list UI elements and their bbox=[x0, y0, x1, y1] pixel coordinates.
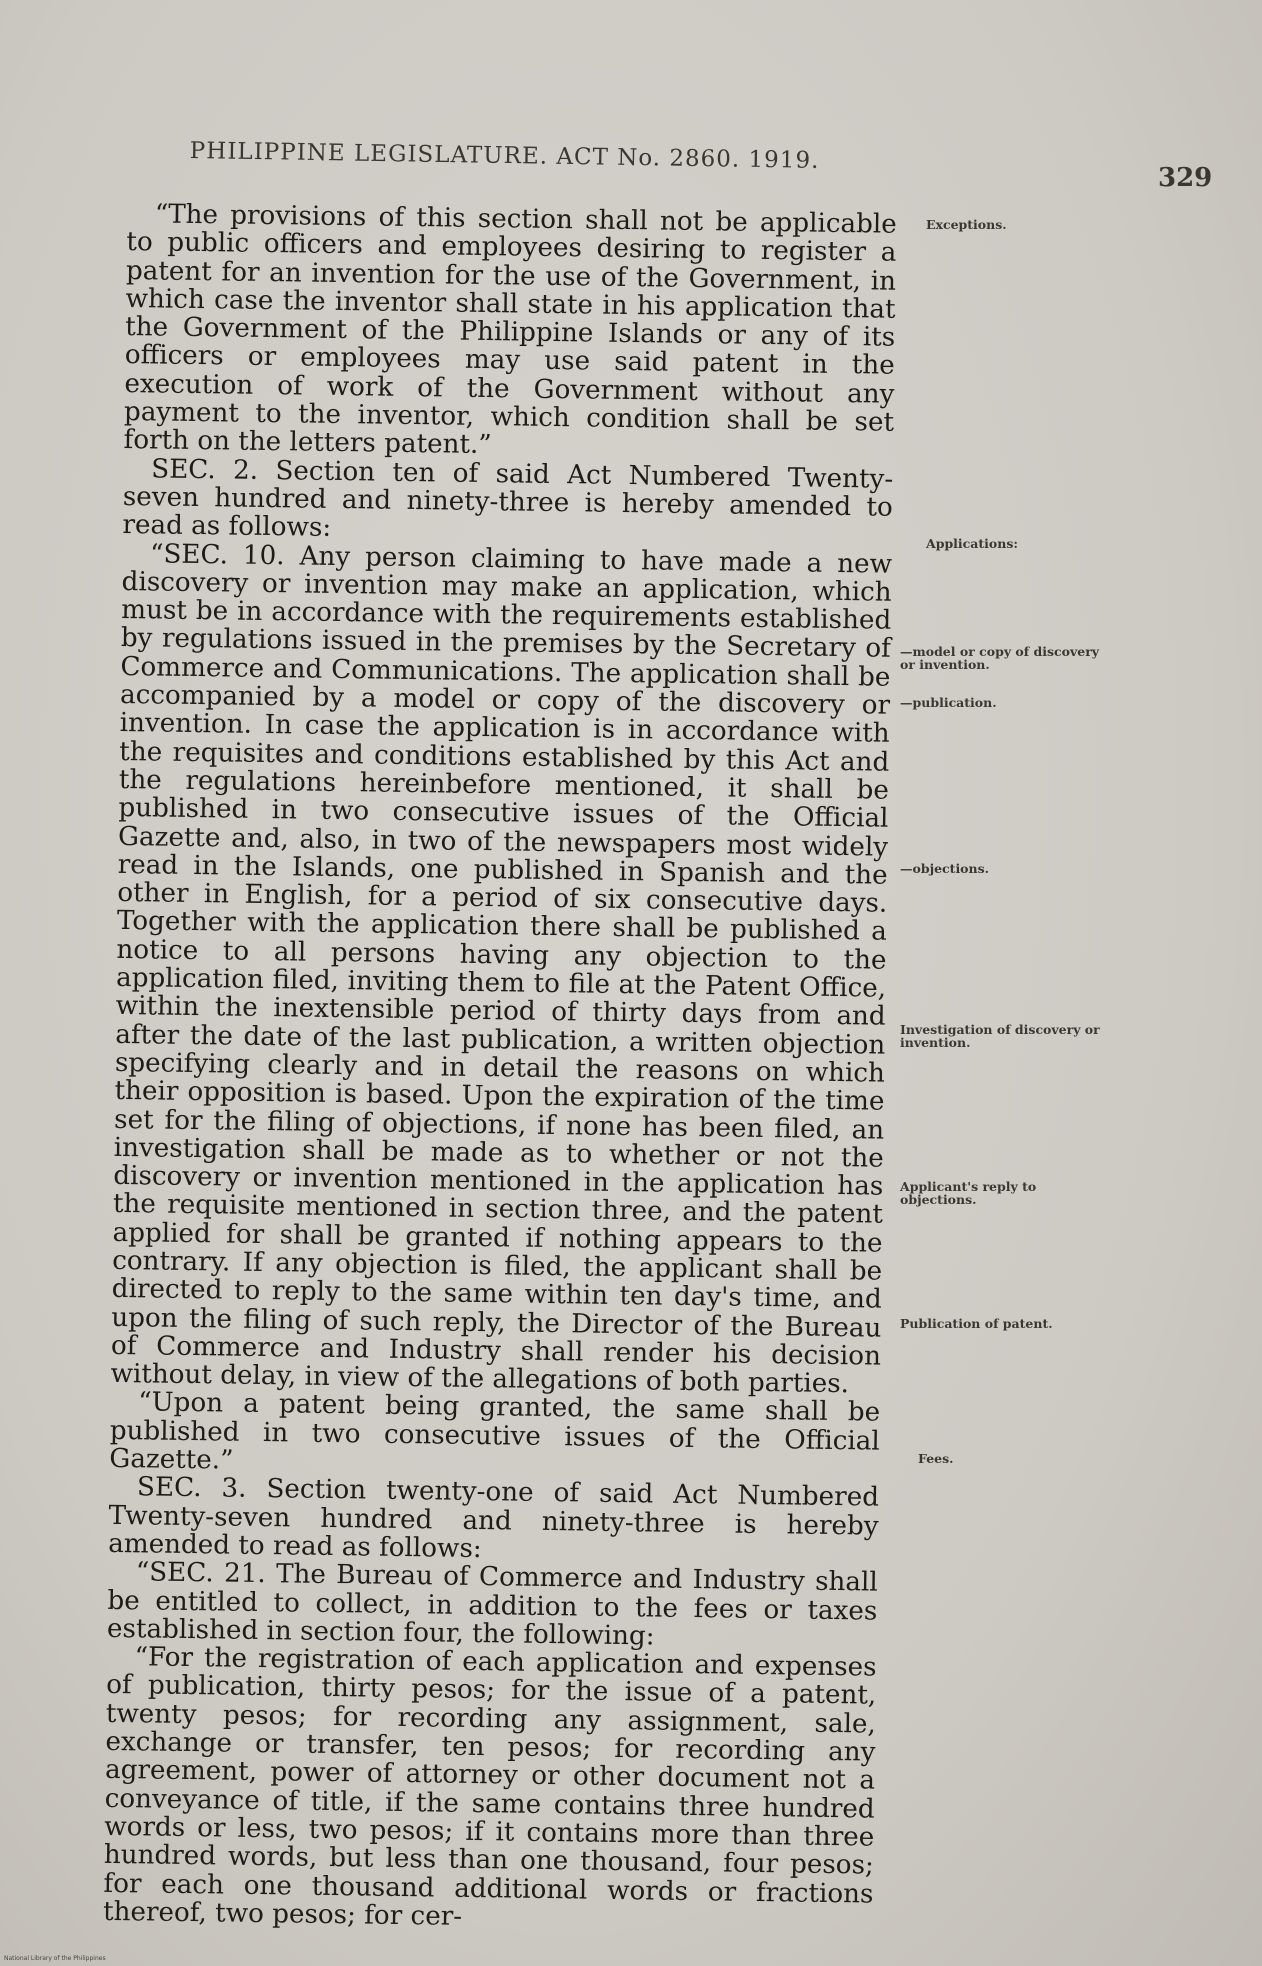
margin-note-applications: Applications: bbox=[926, 536, 1018, 551]
margin-note-exceptions: Exceptions. bbox=[926, 217, 1007, 232]
margin-note-model: —model or copy of discovery or invention. bbox=[900, 644, 1100, 672]
paragraph: “SEC. 10. Any person claiming to have made a new discovery or invention may make an application, which must be in accordance with the requirements established by regulations issued in the premises by the Secretary of Commerce and Communications. The application shall be accompanied by a model or copy of the discovery or invention. In case the application is in accordance with the requisites and conditions established by this Act and the regulations hereinbefore mentioned, it shall be published in two consecutive issues of the Official Gazette and, also, in two of the newspapers most widely read in the Islands, one published in Spanish and the other in English, for a period of six consecutive days. Together with the application there shall be published a notice to all persons having any objection to the application filed, inviting them to file at the Patent Office, within the inextensible period of thirty days from and after the date of the last publication, a written objection specifying clearly and in detail the reasons on which their opposition is based. Upon the expiration of the time set for the filing of objections, if none has been filed, an investigation shall be made as to whether or not the discovery or invention mentioned in the application has the requisite mentioned in section three, and the patent applied for shall be granted if nothing appears to the contrary. If any objection is filed, the applicant shall be directed to reply to the same within ten day's time, and upon the filing of such reply, the Director of the Bureau of Commerce and Industry shall render his decision without delay, in view of the allegations of both parties. bbox=[110, 538, 893, 1400]
margin-note-publication: —publication. bbox=[900, 695, 997, 710]
footer-stamp: National Library of the Philippines bbox=[4, 1955, 106, 1962]
body-text bbox=[103, 200, 897, 1937]
paragraph: SEC. 3. Section twenty-one of said Act Numbered Twenty-seven hundred and ninety-three is hereby amended to read as follows: bbox=[108, 1472, 880, 1565]
margin-note-investigation: Investigation of discovery or invention. bbox=[900, 1022, 1100, 1050]
paragraph: “The provisions of this section shall not be applicable to public officers and employees desiring to register a patent for an invention for the use of the Government, in which case the inventor shall state in his application that the Government of the Philippine Islands or any of its officers or employees may use said patent in the execution of work of the Government without any payment to the inventor, which condition shall be set forth on the letters patent.” bbox=[123, 199, 897, 461]
paragraph: “For the registration of each application and expenses of publication, thirty pesos; for the issue of a patent, twenty pesos; for recording any assignment, sale, exchange or transfer, ten pesos; for recording any agreement, power of attorney or other document not a conveyance of title, if the same contains three hundred words or less, two pesos; if it contains more than three hundred words, but less than one thousand, four pesos; for each one thousand additional words or fractions thereof, two pesos; for cer- bbox=[102, 1642, 877, 1932]
paragraph: SEC. 2. Section ten of said Act Numbered Twenty-seven hundred and ninety-three is hereby amended to read as follows: bbox=[122, 454, 894, 544]
margin-note-fees: Fees. bbox=[918, 1451, 954, 1466]
margin-note-reply: Applicant's reply to objections. bbox=[900, 1179, 1037, 1207]
margin-note-publication-patent: Publication of patent. bbox=[900, 1316, 1053, 1331]
page-number: 329 bbox=[1158, 163, 1213, 193]
paragraph: “SEC. 21. The Bureau of Commerce and Industry shall be entitled to collect, in addition to the fees or taxes established in section four, the following: bbox=[106, 1557, 878, 1652]
running-head: PHILIPPINE LEGISLATURE. ACT No. 2860. 1919. bbox=[189, 138, 820, 174]
margin-note-objections: —objections. bbox=[900, 861, 990, 876]
paragraph: “Upon a patent being granted, the same shall be published in two consecutive issues of the Official Gazette.” bbox=[109, 1387, 881, 1476]
